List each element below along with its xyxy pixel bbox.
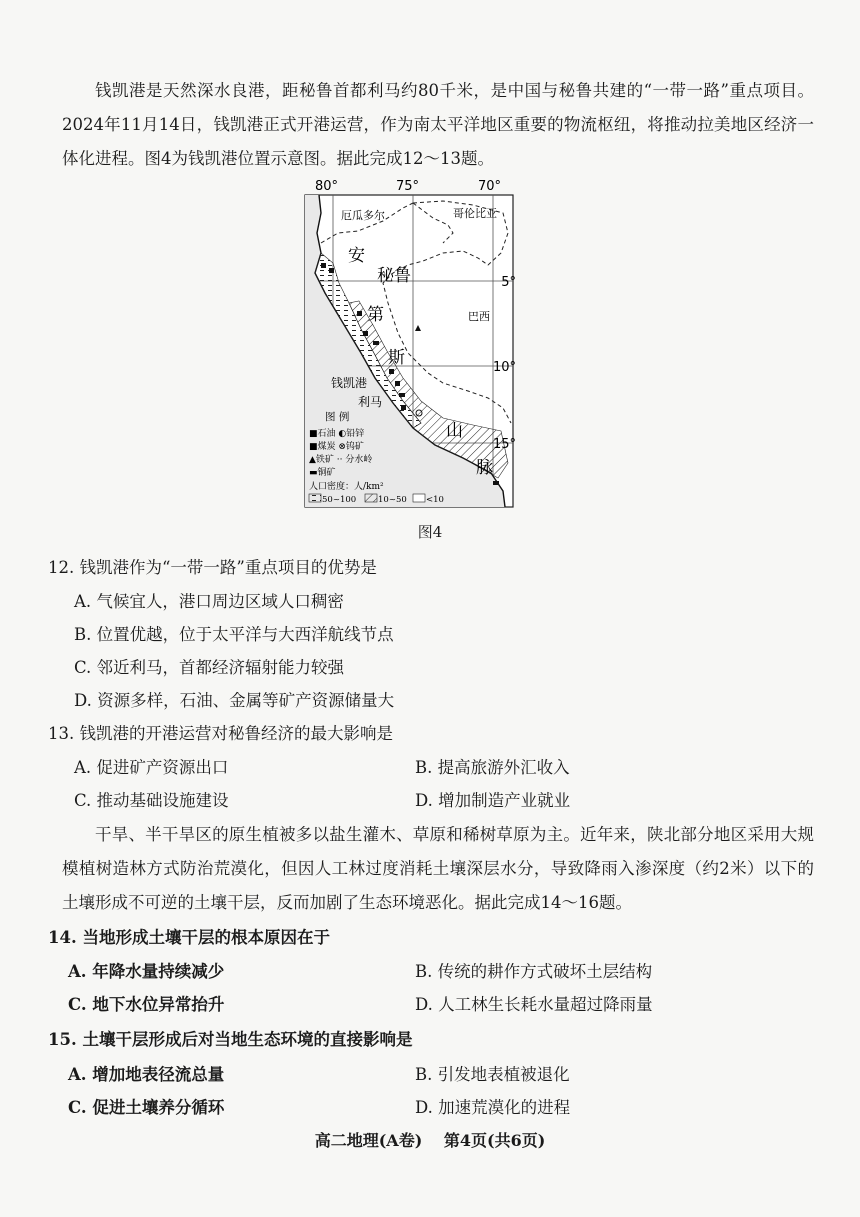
question-12-stem: 12. 钱凯港作为“一带一路”重点项目的优势是: [48, 558, 377, 577]
copper-symbol: [373, 341, 379, 345]
coal-symbol: [401, 405, 406, 410]
footer-page-number: 第4页(共6页): [443, 1131, 546, 1150]
label-andes-2: 第: [367, 305, 384, 325]
copper-symbol: [493, 481, 499, 485]
lat-label-5: 5°: [501, 275, 516, 290]
label-colombia: 哥伦比亚: [453, 207, 497, 220]
footer-subject: 高二地理(A卷): [314, 1131, 423, 1150]
coal-symbol: [329, 268, 334, 273]
label-peru: 秘鲁: [377, 266, 411, 286]
peru-location-map: [303, 173, 518, 513]
lon-label-80: 80°: [315, 179, 339, 194]
q13-option-b[interactable]: B. 提高旅游外汇收入: [415, 758, 570, 777]
legend-density-title: 人口密度：人/km²: [309, 482, 384, 492]
label-lima: 利马: [358, 395, 383, 409]
q15-option-a[interactable]: A. 增加地表径流总量: [68, 1065, 225, 1084]
page-footer: [0, 1128, 860, 1151]
q14-option-b[interactable]: B. 传统的耕作方式破坏土层结构: [415, 962, 653, 981]
question-13-stem: 13. 钱凯港的开港运营对秘鲁经济的最大影响是: [48, 724, 393, 743]
lon-label-75: 75°: [396, 179, 420, 194]
q13-option-d[interactable]: D. 增加制造产业就业: [415, 791, 571, 810]
q13-option-c[interactable]: C. 推动基础设施建设: [74, 791, 229, 810]
legend-density-2: 10~50: [378, 495, 407, 505]
question-15-stem: 15. 土壤干层形成后对当地生态环境的直接影响是: [48, 1030, 413, 1049]
q15-option-c[interactable]: C. 促进土壤养分循环: [68, 1098, 225, 1117]
legend-swatch-dense: [309, 494, 321, 502]
legend-density-3: <10: [426, 495, 444, 505]
q15-option-b[interactable]: B. 引发地表植被退化: [415, 1065, 570, 1084]
q15-option-d[interactable]: D. 加速荒漠化的进程: [415, 1098, 571, 1117]
coal-symbol: [363, 331, 368, 336]
coal-symbol: [389, 369, 394, 374]
q14-option-d[interactable]: D. 人工林生长耗水量超过降雨量: [415, 995, 653, 1014]
legend-title: 图 例: [325, 411, 350, 423]
legend-swatch-medium: [365, 494, 377, 502]
q13-option-a[interactable]: A. 促进矿产资源出口: [74, 758, 229, 777]
label-ecuador: 厄瓜多尔: [341, 209, 385, 222]
coal-symbol: [357, 311, 362, 316]
legend-row-2: ■煤炭 ⊗钨矿: [309, 442, 364, 452]
legend-row-3: ▲铁矿 ·· 分水岭: [309, 455, 373, 465]
legend-row-4: ▬铜矿: [309, 468, 336, 478]
figure-caption: 图4: [417, 523, 443, 541]
figure-4-map: [303, 173, 518, 513]
lat-label-15: 15°: [492, 437, 516, 452]
label-andes-4: 山: [446, 421, 463, 441]
lat-label-10: 10°: [492, 360, 516, 375]
lon-label-70: 70°: [478, 179, 502, 194]
q12-option-c[interactable]: C. 邻近利马，首都经济辐射能力较强: [74, 658, 345, 677]
coal-symbol: [395, 381, 400, 386]
q14-option-c[interactable]: C. 地下水位异常抬升: [68, 995, 225, 1014]
legend-density-1: 50~100: [322, 495, 357, 505]
oil-symbol: [321, 263, 326, 268]
q12-option-d[interactable]: D. 资源多样，石油、金属等矿产资源储量大: [74, 691, 395, 710]
intro-paragraph-12-13: 钱凯港是天然深水良港，距秘鲁首都利马约80千米，是中国与秘鲁共建的“一带一路”重点项目。2024年11月14日，钱凯港正式开港运营，作为南太平洋地区重要的物流枢纽，将推动拉美地区经济一体化进程。图4为钱凯港位置示意图。据此完成12～13题。: [62, 81, 814, 168]
intro-paragraph-14-16: 干旱、半干旱区的原生植被多以盐生灌木、草原和稀树草原为主。近年来，陕北部分地区采用大规模植树造林方式防治荒漠化，但因人工林过度消耗土壤深层水分，导致降雨入渗深度（约2米）以下的土壤形成不可逆的土壤干层，反而加剧了生态环境恶化。据此完成14～16题。: [62, 825, 814, 912]
legend-swatch-sparse: [413, 494, 425, 502]
legend-row-1: ■石油 ◐铅锌: [309, 429, 365, 439]
label-andes-1: 安: [348, 246, 365, 266]
q12-option-a[interactable]: A. 气候宜人，港口周边区域人口稠密: [74, 592, 344, 611]
label-chancay-port: 钱凯港: [331, 376, 368, 390]
label-brazil: 巴西: [468, 310, 490, 323]
q12-option-b[interactable]: B. 位置优越，位于太平洋与大西洋航线节点: [74, 625, 394, 644]
label-andes-5: 脉: [476, 458, 493, 478]
copper-symbol: [399, 393, 405, 397]
question-14-stem: 14. 当地形成土壤干层的根本原因在于: [48, 928, 330, 947]
q14-option-a[interactable]: A. 年降水量持续减少: [68, 962, 225, 981]
label-andes-3: 斯: [388, 348, 405, 368]
